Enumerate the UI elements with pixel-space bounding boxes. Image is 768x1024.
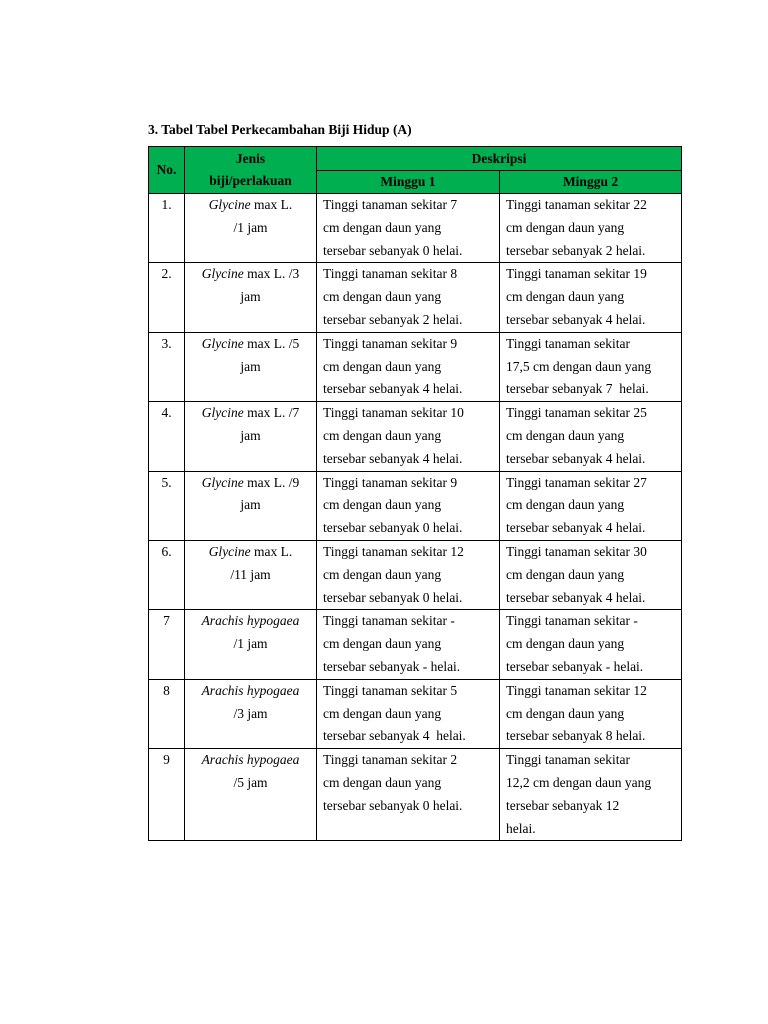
week-1-description — [317, 194, 500, 263]
description-line: cm dengan daun yang — [506, 705, 625, 721]
week-1-description — [317, 679, 500, 748]
description-line: cm dengan daun yang — [506, 566, 625, 582]
table-row — [149, 540, 682, 609]
treatment-duration: jam — [240, 289, 261, 305]
description-line: tersebar sebanyak 4 helai. — [323, 381, 463, 397]
header-minggu-1: Minggu 1 — [317, 171, 500, 194]
week-2-description — [500, 471, 682, 540]
seed-treatment-cell — [185, 679, 317, 748]
description-line: Tinggi tanaman sekitar — [506, 335, 630, 351]
row-number: 2. — [149, 263, 185, 332]
row-number: 9 — [149, 749, 185, 841]
description-line: Tinggi tanaman sekitar 7 — [323, 197, 458, 212]
seed-treatment-line1 — [189, 402, 312, 425]
species-name: Glycine — [208, 543, 251, 559]
seed-treatment-line1 — [189, 680, 312, 703]
seed-treatment-cell — [185, 332, 317, 401]
species-name: Arachis hypogaea — [201, 682, 300, 698]
description-line: Tinggi tanaman sekitar 5 — [323, 682, 458, 698]
week-1-description — [317, 749, 500, 841]
description-line: Tinggi tanaman sekitar 12 — [506, 682, 647, 698]
species-suffix: max L. — [250, 197, 293, 212]
week-1-description — [317, 263, 500, 332]
table-row — [149, 679, 682, 748]
description-line: Tinggi tanaman sekitar 22 — [506, 197, 647, 212]
description-line: tersebar sebanyak 4 helai. — [323, 450, 463, 466]
header-deskripsi: Deskripsi — [317, 147, 682, 171]
week-2-description — [500, 679, 682, 748]
week-2-description — [500, 402, 682, 471]
week-1-description — [317, 610, 500, 679]
header-minggu-2: Minggu 2 — [500, 171, 682, 194]
description-line: cm dengan daun yang — [323, 427, 442, 443]
species-name: Glycine — [201, 474, 244, 490]
seed-treatment-line1 — [189, 541, 312, 564]
week-1-description — [317, 540, 500, 609]
species-suffix: max L. /9 — [243, 474, 300, 490]
table-row — [149, 471, 682, 540]
header-jenis-line2: biji/perlakuan — [209, 173, 292, 188]
description-line: Tinggi tanaman sekitar 9 — [323, 474, 458, 490]
description-line: cm dengan daun yang — [323, 358, 442, 374]
species-suffix: max L. /7 — [243, 405, 300, 421]
row-number: 1. — [149, 194, 185, 263]
description-line: Tinggi tanaman sekitar — [506, 752, 630, 768]
description-line: cm dengan daun yang — [506, 427, 625, 443]
description-line: cm dengan daun yang — [506, 289, 625, 305]
description-line: Tinggi tanaman sekitar 30 — [506, 543, 647, 559]
table-row — [149, 402, 682, 471]
description-line: tersebar sebanyak 2 helai. — [323, 311, 463, 327]
header-jenis — [185, 147, 317, 194]
description-line: tersebar sebanyak 4 helai. — [506, 520, 646, 536]
header-no: No. — [149, 147, 185, 194]
description-line: Tinggi tanaman sekitar - — [323, 613, 455, 629]
week-2-description — [500, 540, 682, 609]
seed-treatment-line1 — [189, 333, 312, 356]
week-2-description — [500, 749, 682, 841]
description-line: cm dengan daun yang — [323, 774, 442, 790]
species-name: Glycine — [201, 266, 244, 282]
treatment-duration: /3 jam — [233, 705, 268, 721]
row-number: 6. — [149, 540, 185, 609]
week-1-description — [317, 332, 500, 401]
species-suffix: max L. /5 — [243, 335, 300, 351]
seed-treatment-cell — [185, 194, 317, 263]
week-1-description — [317, 402, 500, 471]
description-line: helai. — [506, 820, 536, 836]
description-line: cm dengan daun yang — [506, 497, 625, 513]
species-name: Glycine — [201, 405, 244, 421]
description-line: cm dengan daun yang — [323, 219, 442, 235]
treatment-duration: jam — [240, 358, 261, 374]
treatment-duration: /1 jam — [233, 219, 268, 235]
seed-treatment-cell — [185, 263, 317, 332]
species-suffix: max L. — [250, 543, 293, 559]
table-body — [149, 194, 682, 841]
table-row — [149, 194, 682, 263]
week-2-description — [500, 332, 682, 401]
week-2-description — [500, 194, 682, 263]
description-line: Tinggi tanaman sekitar - — [506, 613, 638, 629]
description-line: tersebar sebanyak 0 helai. — [323, 589, 463, 605]
germination-table — [148, 146, 682, 841]
description-line: tersebar sebanyak - helai. — [323, 658, 461, 674]
table-row — [149, 749, 682, 841]
table-row — [149, 332, 682, 401]
description-line: tersebar sebanyak 12 — [506, 797, 620, 813]
row-number: 7 — [149, 610, 185, 679]
description-line: 17,5 cm dengan daun yang — [506, 358, 652, 374]
row-number: 8 — [149, 679, 185, 748]
description-line: Tinggi tanaman sekitar 8 — [323, 266, 458, 282]
seed-treatment-line1 — [189, 749, 312, 772]
seed-treatment-cell — [185, 749, 317, 841]
treatment-duration: /5 jam — [233, 774, 268, 790]
seed-treatment-cell — [185, 402, 317, 471]
description-line: Tinggi tanaman sekitar 25 — [506, 405, 647, 421]
table-row — [149, 263, 682, 332]
week-1-description — [317, 471, 500, 540]
seed-treatment-line1 — [189, 472, 312, 495]
description-line: cm dengan daun yang — [323, 636, 442, 652]
description-line: tersebar sebanyak 4 helai. — [506, 450, 646, 466]
header-jenis-line1: Jenis — [235, 151, 266, 166]
description-line: tersebar sebanyak 0 helai. — [323, 797, 463, 813]
description-line: tersebar sebanyak - helai. — [506, 658, 644, 674]
description-line: cm dengan daun yang — [323, 289, 442, 305]
row-number: 5. — [149, 471, 185, 540]
treatment-duration: jam — [240, 427, 261, 443]
species-name: Arachis hypogaea — [201, 613, 300, 629]
description-line: tersebar sebanyak 8 helai. — [506, 728, 646, 744]
seed-treatment-line1 — [189, 263, 312, 286]
description-line: cm dengan daun yang — [323, 705, 442, 721]
description-line: tersebar sebanyak 7 helai. — [506, 381, 649, 397]
species-name: Glycine — [208, 197, 251, 212]
week-2-description — [500, 263, 682, 332]
description-line: cm dengan daun yang — [506, 219, 625, 235]
species-suffix: max L. /3 — [243, 266, 300, 282]
description-line: tersebar sebanyak 4 helai. — [506, 311, 646, 327]
description-line: Tinggi tanaman sekitar 9 — [323, 335, 458, 351]
description-line: tersebar sebanyak 0 helai. — [323, 242, 463, 258]
description-line: Tinggi tanaman sekitar 10 — [323, 405, 464, 421]
species-name: Arachis hypogaea — [201, 752, 300, 768]
seed-treatment-line1 — [189, 610, 312, 633]
description-line: Tinggi tanaman sekitar 19 — [506, 266, 647, 282]
row-number: 3. — [149, 332, 185, 401]
description-line: cm dengan daun yang — [506, 636, 625, 652]
description-line: cm dengan daun yang — [323, 497, 442, 513]
description-line: tersebar sebanyak 4 helai. — [506, 589, 646, 605]
description-line: Tinggi tanaman sekitar 12 — [323, 543, 464, 559]
description-line: Tinggi tanaman sekitar 2 — [323, 752, 458, 768]
week-2-description — [500, 610, 682, 679]
table-row — [149, 610, 682, 679]
seed-treatment-cell — [185, 540, 317, 609]
page-title: 3. Tabel Tabel Perkecambahan Biji Hidup (A) — [148, 122, 412, 137]
description-line: cm dengan daun yang — [323, 566, 442, 582]
description-line: tersebar sebanyak 4 helai. — [323, 728, 466, 744]
description-line: Tinggi tanaman sekitar 27 — [506, 474, 647, 490]
description-line: 12,2 cm dengan daun yang — [506, 774, 652, 790]
seed-treatment-cell — [185, 610, 317, 679]
species-name: Glycine — [201, 335, 244, 351]
description-line: tersebar sebanyak 2 helai. — [506, 242, 646, 258]
row-number: 4. — [149, 402, 185, 471]
treatment-duration: /11 jam — [230, 566, 271, 582]
treatment-duration: jam — [240, 497, 261, 513]
seed-treatment-cell — [185, 471, 317, 540]
seed-treatment-line1 — [189, 194, 312, 217]
description-line: tersebar sebanyak 0 helai. — [323, 520, 463, 536]
treatment-duration: /1 jam — [233, 636, 268, 652]
